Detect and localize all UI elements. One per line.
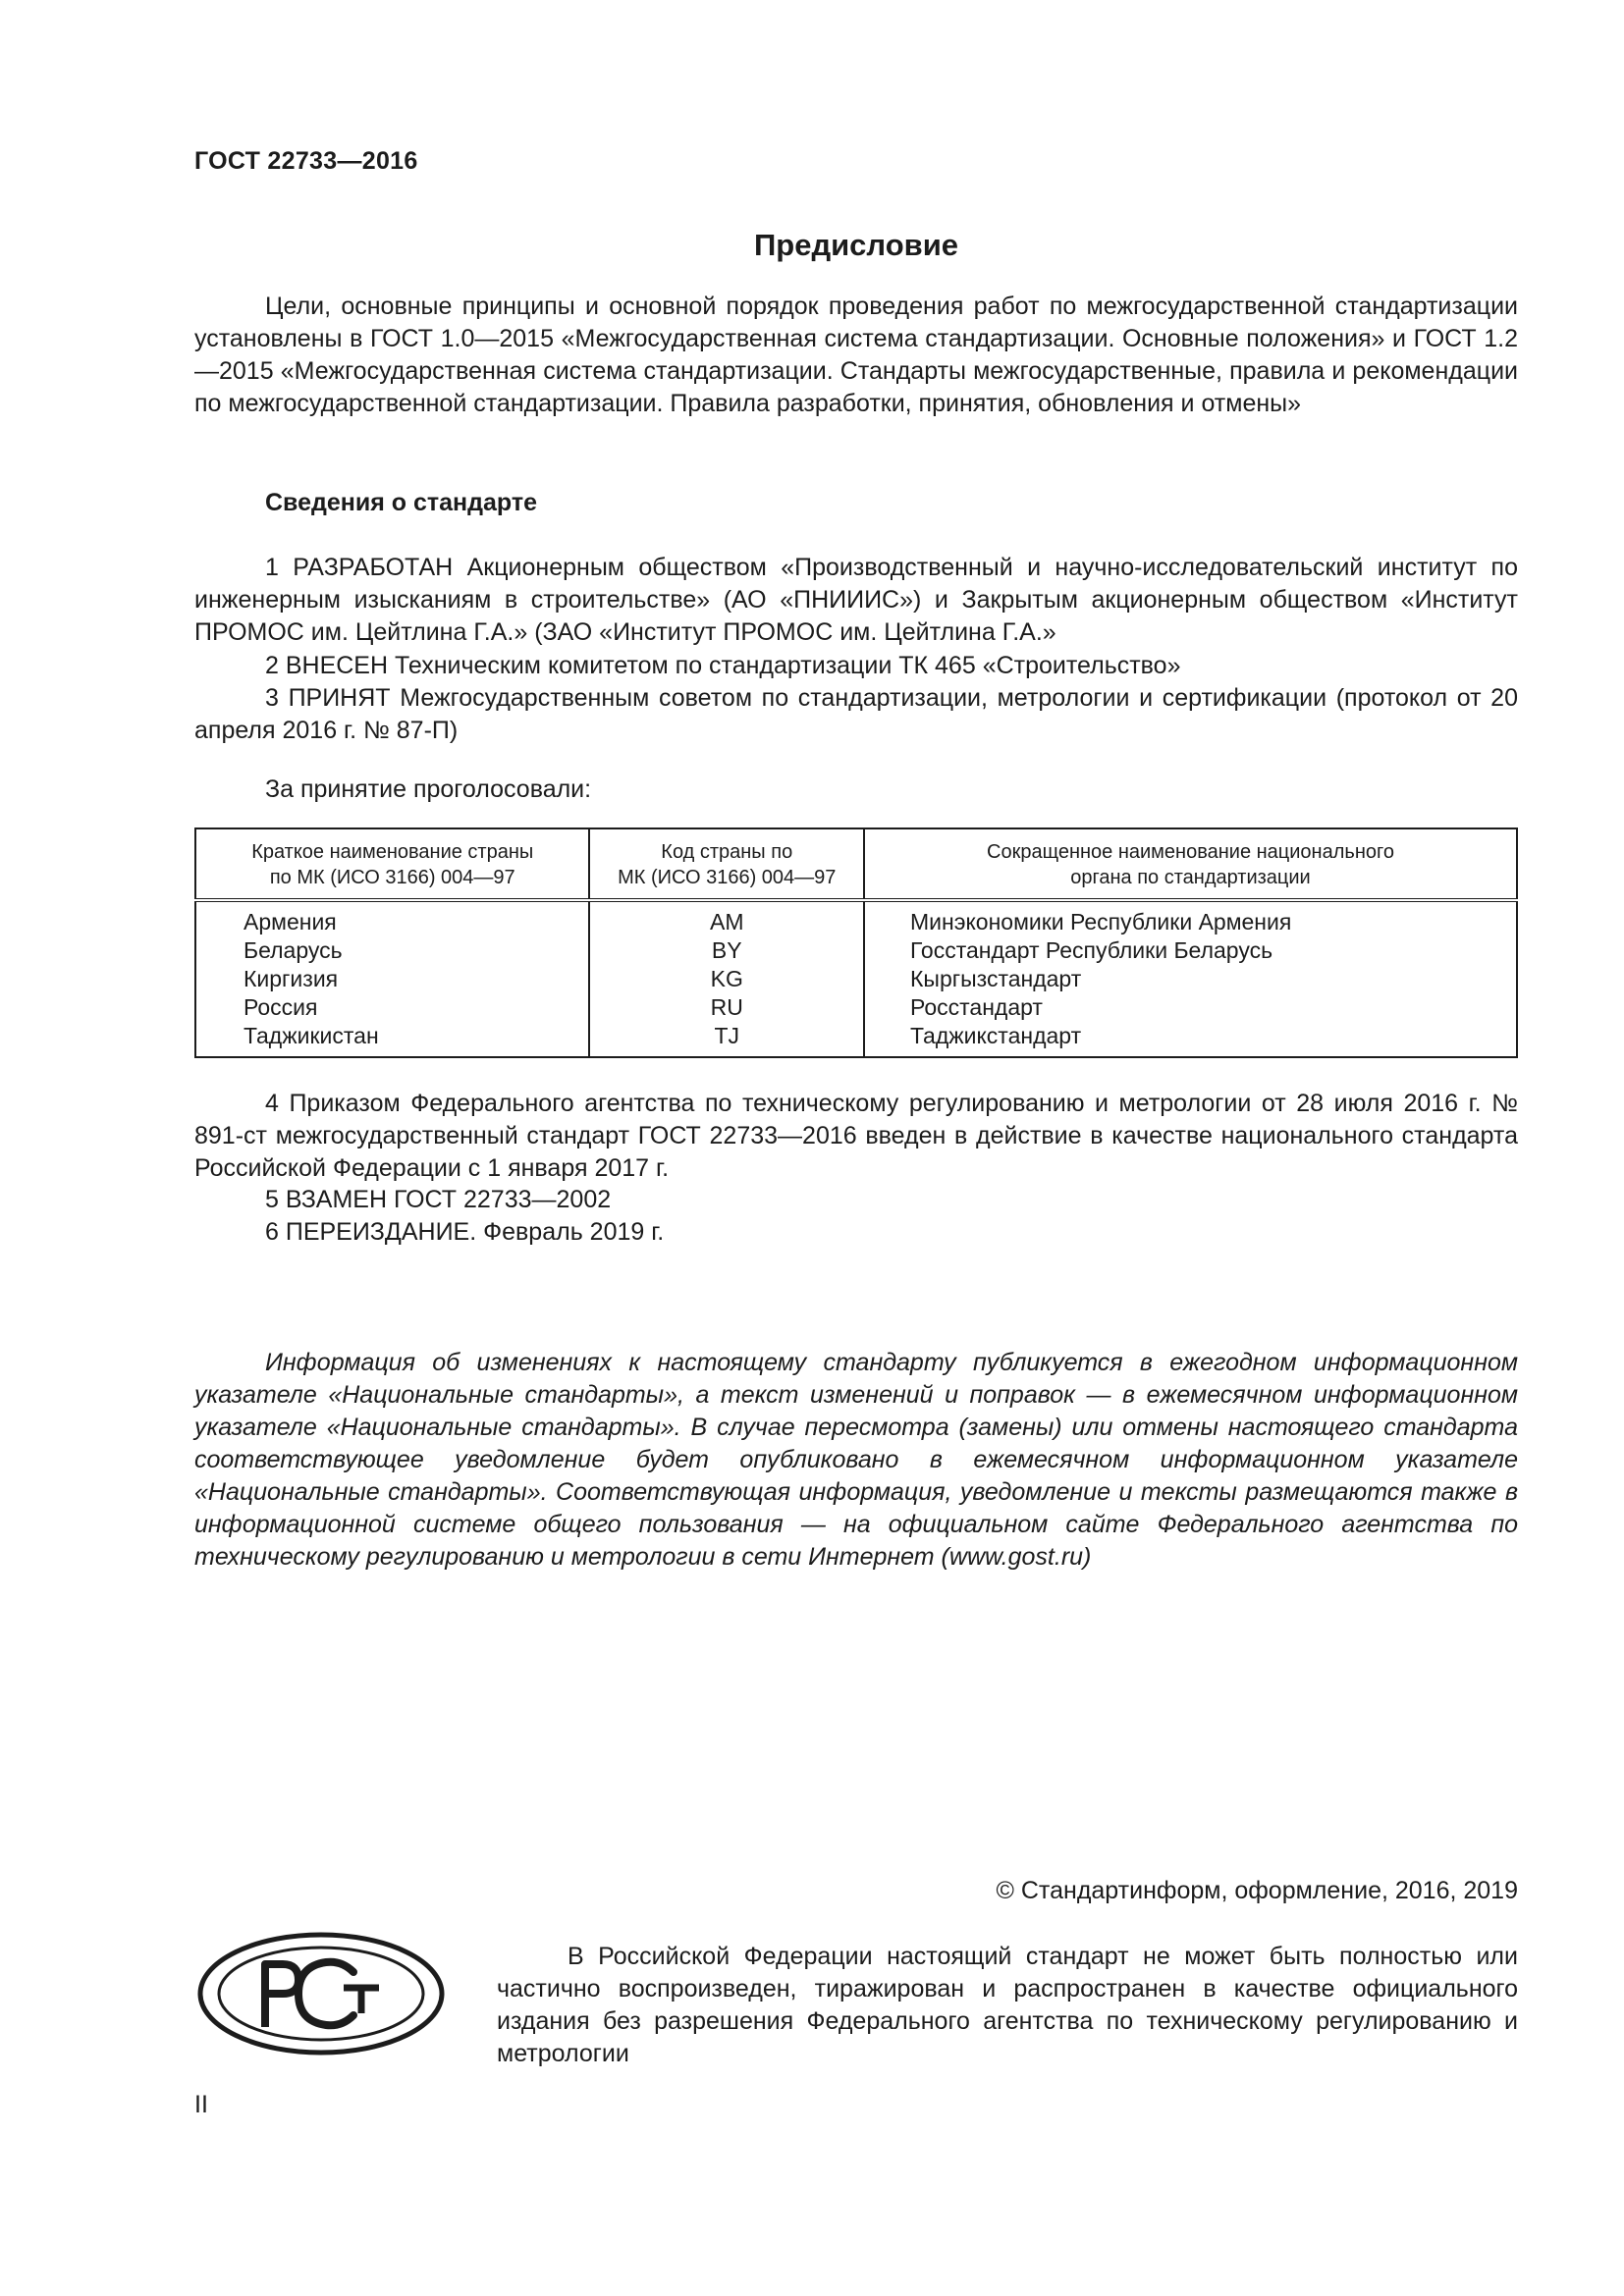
item-reissue: 6 ПЕРЕИЗДАНИЕ. Февраль 2019 г.: [265, 1218, 665, 1246]
vote-label: За принятие проголосовали:: [265, 775, 592, 803]
cell-body: Кыргызстандарт: [910, 966, 1082, 991]
cell-code: AM: [589, 900, 864, 936]
item-developed: 1 РАЗРАБОТАН Акционерным обществом «Производственный и научно-исследовательский институт по инженерным изысканиям в строительстве» (АО «ПНИИИС») и Закрытым акционерным обществом «Институт ПРОМОС им. Цейтлина Г.А.» (ЗАО «Институт ПРОМОС им. Цейтлина Г.А.»: [194, 554, 1518, 646]
voting-table: [194, 828, 1518, 1058]
cell-code: BY: [589, 936, 864, 965]
cell-body: Минэкономики Республики Армения: [910, 909, 1292, 934]
rst-certification-mark-icon: [196, 1931, 446, 2056]
header-country-name: Краткое наименование страны по МК (ИСО 3166) 004—97: [195, 828, 589, 900]
cell-country: Киргизия: [195, 965, 589, 993]
table-row: [195, 900, 1517, 936]
table-row: [195, 993, 1517, 1022]
cell-body: Госстандарт Республики Беларусь: [910, 937, 1273, 963]
section-title: Сведения о стандарте: [265, 489, 538, 516]
copyright: © Стандартинформ, оформление, 2016, 2019: [996, 1877, 1518, 1904]
cell-country: Россия: [195, 993, 589, 1022]
cell-code: RU: [589, 993, 864, 1022]
info-notice: Информация об изменениях к настоящему стандарту публикуется в ежегодном информационном указателе «Национальные стандарты», а текст изменений и поправок — в ежемесячном информационном указателе «Национальные стандарты». В случае пересмотра (замены) или отмены настоящего стандарта соответствующее уведомление будет опубликовано в ежемесячном информационном указателе «Национальные стандарты». Соответствующая информация, уведомление и тексты размещаются также в информационной системе общего пользования — на официальном сайте Федерального агентства по техническому регулированию и метрологии в сети Интернет (www.gost.ru): [194, 1349, 1518, 1571]
cell-country: Беларусь: [195, 936, 589, 965]
table-row: [195, 965, 1517, 993]
item-replaces: 5 ВЗАМЕН ГОСТ 22733—2002: [265, 1186, 612, 1213]
cell-country: Таджикистан: [195, 1022, 589, 1057]
cell-country: Армения: [195, 900, 589, 936]
table-row: [195, 1022, 1517, 1057]
cell-code: KG: [589, 965, 864, 993]
item-enacted: 4 Приказом Федерального агентства по техническому регулированию и метрологии от 28 июля 2016 г. № 891-ст межгосударственный стандарт ГОСТ 22733—2016 введен в действие в качестве национального стандарта Российской Федерации с 1 января 2017 г.: [194, 1090, 1518, 1182]
table-row: [195, 936, 1517, 965]
header-national-body: Сокращенное наименование национального органа по стандартизации: [864, 828, 1517, 900]
item-submitted: 2 ВНЕСЕН Техническим комитетом по стандартизации ТК 465 «Строительство»: [265, 652, 1181, 679]
cell-body: Таджикстандарт: [910, 1023, 1082, 1048]
table-header-row: [195, 828, 1517, 900]
intro-paragraph: Цели, основные принципы и основной порядок проведения работ по межгосударственной стандартизации установлены в ГОСТ 1.0—2015 «Межгосударственная система стандартизации. Основные положения» и ГОСТ 1.2—2015 «Межгосударственная система стандартизации. Стандарты межгосударственные, правила и рекомендации по межгосударственной стандартизации. Правила разработки, принятия, обновления и отмены»: [194, 293, 1518, 417]
header-country-code: Код страны по МК (ИСО 3166) 004—97: [589, 828, 864, 900]
cell-code: TJ: [589, 1022, 864, 1057]
document-page: [194, 0, 1518, 2296]
rights-notice: В Российской Федерации настоящий стандарт не может быть полностью или частично воспроизведен, тиражирован и распространен в качестве официального издания без разрешения Федерального агентства по техническому регулированию и метрологии: [497, 1943, 1518, 2067]
page-title: Предисловие: [753, 228, 958, 262]
cell-body: Росстандарт: [910, 994, 1043, 1020]
page-number: II: [194, 2091, 208, 2118]
document-id: ГОСТ 22733—2016: [194, 147, 418, 175]
item-adopted: 3 ПРИНЯТ Межгосударственным советом по стандартизации, метрологии и сертификации (протокол от 20 апреля 2016 г. № 87-П): [194, 684, 1518, 744]
